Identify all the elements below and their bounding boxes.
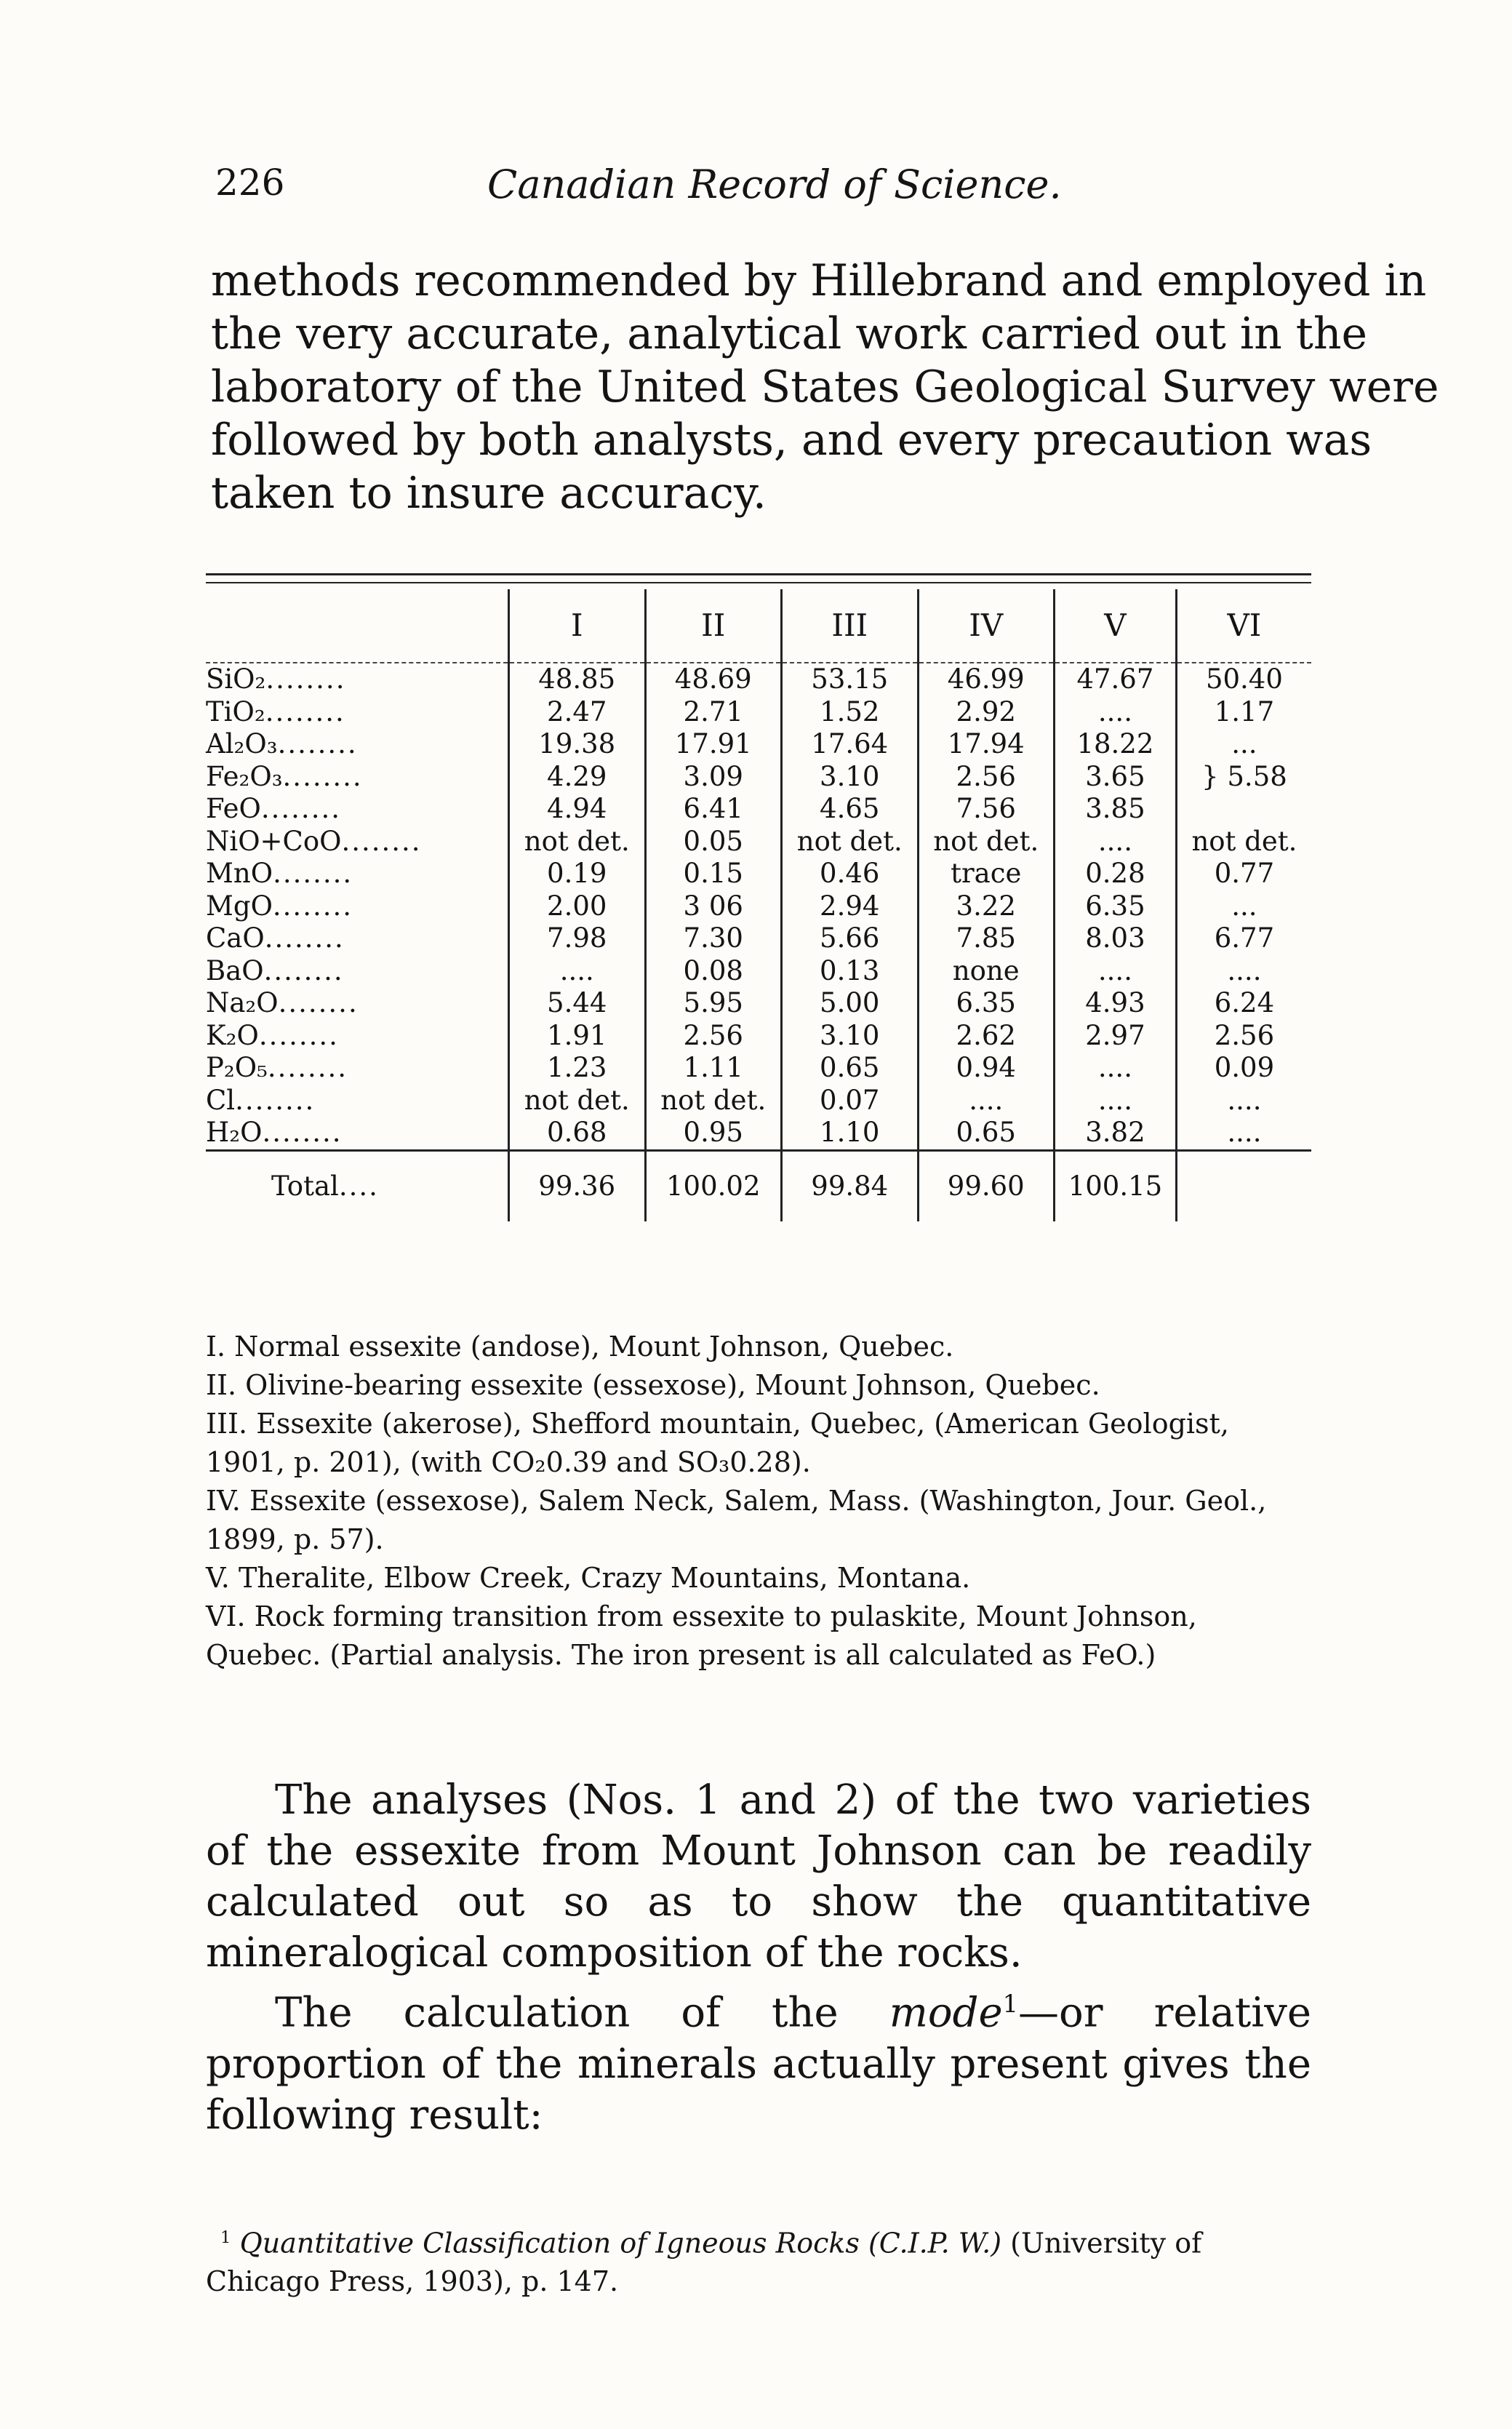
table-cell: 0.15 <box>645 858 782 890</box>
row-label: SiO₂........ <box>206 663 346 695</box>
table-cell: 6.77 <box>1176 922 1311 955</box>
column-header: I <box>509 589 646 663</box>
leader-dots: .... <box>338 1170 379 1202</box>
footnote-title: Quantitative Classification of Igneous Rocks (C.I.P. W.) <box>239 2227 1002 2260</box>
table-body <box>206 663 1311 1221</box>
table-cell: 0.09 <box>1176 1052 1311 1085</box>
table-cell: 99.84 <box>782 1150 919 1221</box>
table-header-row <box>206 589 1311 663</box>
leader-dots: ........ <box>277 728 358 760</box>
table-cell: 2.56 <box>1176 1020 1311 1053</box>
column-header: III <box>782 589 919 663</box>
table-row <box>206 890 1311 923</box>
table-cell: 50.40 <box>1176 663 1311 696</box>
footnote-rest: (University of Chicago Press, 1903), p. 147. <box>206 2227 1202 2297</box>
analysis-notes <box>206 1328 1311 1675</box>
table-cell: 100.02 <box>645 1150 782 1221</box>
row-label: BaO........ <box>206 954 344 986</box>
table-cell: 2.47 <box>509 696 646 729</box>
row-label: FeO........ <box>206 793 341 825</box>
row-label: P₂O₅........ <box>206 1052 348 1084</box>
note-item: II. Olivine-bearing essexite (essexose), Mount Johnson, Quebec. <box>206 1369 1100 1401</box>
table-cell: 17.64 <box>782 728 919 761</box>
table-cell: 4.29 <box>509 761 646 794</box>
table-top-rule-inner <box>206 582 1311 583</box>
analyses-table <box>206 589 1311 1221</box>
total-row <box>206 1150 1311 1221</box>
table-cell: 0.65 <box>918 1117 1055 1150</box>
intro-line: taken to insure accuracy. <box>211 468 767 519</box>
table-cell: 2.56 <box>645 1020 782 1053</box>
row-label: MnO........ <box>206 858 353 890</box>
table-cell: not det. <box>645 1085 782 1117</box>
leader-dots: ........ <box>267 1052 348 1084</box>
table-cell: 3.10 <box>782 761 919 794</box>
table-cell: not det. <box>1176 826 1311 858</box>
intro-line: laboratory of the United States Geological Survey were <box>211 362 1439 412</box>
table-row <box>206 728 1311 761</box>
row-label: H₂O........ <box>206 1117 343 1149</box>
table-cell: 0.65 <box>782 1052 919 1085</box>
row-label: Na₂O........ <box>206 987 359 1019</box>
table-row <box>206 1117 1311 1150</box>
para2-before: The calculation of the <box>275 1989 839 2037</box>
table-cell: 99.36 <box>509 1150 646 1221</box>
table-cell: 1.11 <box>645 1052 782 1085</box>
table-cell: 2.00 <box>509 890 646 923</box>
table-cell: 5.95 <box>645 987 782 1020</box>
table-cell: 48.85 <box>509 663 646 696</box>
intro-line: followed by both analysts, and every precaution was <box>211 415 1372 466</box>
table-row <box>206 696 1311 729</box>
table-cell: not det. <box>509 826 646 858</box>
table-cell: 6.41 <box>645 793 782 826</box>
table-cell: 1.10 <box>782 1117 919 1150</box>
row-label: Cl........ <box>206 1084 316 1116</box>
table-cell: .... <box>1055 955 1177 988</box>
table-cell: none <box>918 955 1055 988</box>
page-number: 226 <box>215 161 285 204</box>
intro-paragraph <box>211 255 1439 520</box>
table-cell: 1.23 <box>509 1052 646 1085</box>
intro-line: the very accurate, analytical work carried out in the <box>211 308 1368 359</box>
table-cell: 2.71 <box>645 696 782 729</box>
table-cell: .... <box>918 1085 1055 1117</box>
mode-term: mode <box>889 1989 1003 2037</box>
table-row <box>206 987 1311 1020</box>
leader-dots: ........ <box>258 1019 339 1051</box>
row-label: Fe₂O₃........ <box>206 760 363 792</box>
body-paragraph: The analyses (Nos. 1 and 2) of the two varieties of the essexite from Mount Johnson can be readily calculated out so as to show the quantitative mineralogical composition of the rocks. <box>206 1776 1311 1977</box>
row-label: Total.... <box>206 1150 509 1221</box>
table-cell: ... <box>1176 890 1311 923</box>
table-cell: 0.07 <box>782 1085 919 1117</box>
leader-dots: ........ <box>265 695 345 727</box>
para2-after: —or relative proportion of the minerals actually present gives the following result: <box>206 1989 1311 2139</box>
table-cell: 0.94 <box>918 1052 1055 1085</box>
table-cell: 3.10 <box>782 1020 919 1053</box>
table-cell: 5.44 <box>509 987 646 1020</box>
leader-dots: ........ <box>278 987 359 1019</box>
table-cell: 2.94 <box>782 890 919 923</box>
table-cell: .... <box>1176 955 1311 988</box>
table-cell: .... <box>1176 1085 1311 1117</box>
table-cell: .... <box>1176 1117 1311 1150</box>
running-title: Canadian Record of Science. <box>487 161 1062 207</box>
table-row <box>206 1085 1311 1117</box>
column-header: V <box>1055 589 1177 663</box>
table-cell: 99.60 <box>918 1150 1055 1221</box>
table-cell: 0.77 <box>1176 858 1311 890</box>
table-cell: .... <box>1055 1085 1177 1117</box>
table-cell: 4.93 <box>1055 987 1177 1020</box>
table-cell: 3.65 <box>1055 761 1177 794</box>
table-row <box>206 826 1311 858</box>
table-row <box>206 793 1311 826</box>
column-header: VI <box>1176 589 1311 663</box>
table-cell: 17.94 <box>918 728 1055 761</box>
table-cell: 2.56 <box>918 761 1055 794</box>
table-cell: 53.15 <box>782 663 919 696</box>
table-cell: 0.68 <box>509 1117 646 1150</box>
table-cell: 2.92 <box>918 696 1055 729</box>
intro-line: methods recommended by Hillebrand and employed in <box>211 255 1427 306</box>
table-cell: 0.19 <box>509 858 646 890</box>
table-cell: 46.99 <box>918 663 1055 696</box>
row-label: MgO........ <box>206 890 353 922</box>
table-cell: ... <box>1176 728 1311 761</box>
table-cell: 7.30 <box>645 922 782 955</box>
leader-dots: ........ <box>264 922 345 954</box>
leader-dots: ........ <box>263 954 344 986</box>
note-item: III. Essexite (akerose), Shefford mountain, Quebec, (American Geologist, 1901, p. 201), (with CO₂0.39 and SO₃0.28). <box>206 1408 1229 1478</box>
table-cell: } 5.58 <box>1176 761 1311 794</box>
table-cell: .... <box>509 955 646 988</box>
body-text <box>206 1775 1311 2141</box>
table-cell: 47.67 <box>1055 663 1177 696</box>
note-item: VI. Rock forming transition from essexite to pulaskite, Mount Johnson, Quebec. (Partial analysis. The iron present is all calculated as FeO.) <box>206 1600 1197 1671</box>
table-cell: 0.95 <box>645 1117 782 1150</box>
table-cell: 3.09 <box>645 761 782 794</box>
table-cell: 0.05 <box>645 826 782 858</box>
table-cell: 0.08 <box>645 955 782 988</box>
table-cell: 4.94 <box>509 793 646 826</box>
note-item: IV. Essexite (essexose), Salem Neck, Salem, Mass. (Washington, Jour. Geol., 1899, p. 57). <box>206 1485 1267 1555</box>
row-label: K₂O........ <box>206 1019 339 1051</box>
leader-dots: ........ <box>272 890 353 922</box>
table-row <box>206 663 1311 696</box>
table-cell: 18.22 <box>1055 728 1177 761</box>
table-cell: not det. <box>918 826 1055 858</box>
column-header: II <box>645 589 782 663</box>
table-cell: 2.62 <box>918 1020 1055 1053</box>
table-cell: .... <box>1055 826 1177 858</box>
table-row <box>206 955 1311 988</box>
row-label: Al₂O₃........ <box>206 728 358 760</box>
table-row <box>206 1020 1311 1053</box>
column-header: IV <box>918 589 1055 663</box>
table-cell <box>1176 1150 1311 1221</box>
leader-dots: ........ <box>260 793 341 825</box>
row-label: CaO........ <box>206 922 345 954</box>
note-item: V. Theralite, Elbow Creek, Crazy Mountains, Montana. <box>206 1562 971 1594</box>
table-row <box>206 858 1311 890</box>
leader-dots: ........ <box>262 1117 343 1149</box>
table-cell: 3.22 <box>918 890 1055 923</box>
table-cell: 100.15 <box>1055 1150 1177 1221</box>
table-row <box>206 1052 1311 1085</box>
table-cell: 48.69 <box>645 663 782 696</box>
table-cell: trace <box>918 858 1055 890</box>
table-cell: 7.56 <box>918 793 1055 826</box>
table-cell: 6.24 <box>1176 987 1311 1020</box>
table-cell: not det. <box>509 1085 646 1117</box>
table-cell: not det. <box>782 826 919 858</box>
row-label: TiO₂........ <box>206 695 345 727</box>
table-cell: .... <box>1055 696 1177 729</box>
note-item: I. Normal essexite (andose), Mount Johnson, Quebec. <box>206 1331 954 1363</box>
table-cell: 8.03 <box>1055 922 1177 955</box>
table-cell: 4.65 <box>782 793 919 826</box>
table-cell: 19.38 <box>509 728 646 761</box>
table-cell: 1.17 <box>1176 696 1311 729</box>
table-cell: 3.82 <box>1055 1117 1177 1150</box>
table-cell: 3.85 <box>1055 793 1177 826</box>
leader-dots: ........ <box>282 760 363 792</box>
table-row <box>206 761 1311 794</box>
table-cell: 5.66 <box>782 922 919 955</box>
footnote-mark: 1 <box>220 2228 231 2247</box>
table-cell: .... <box>1055 1052 1177 1085</box>
leader-dots: ........ <box>265 663 346 695</box>
row-label: NiO+CoO........ <box>206 825 422 857</box>
table-cell: 1.91 <box>509 1020 646 1053</box>
footnote <box>206 2219 1311 2300</box>
table-cell: 2.97 <box>1055 1020 1177 1053</box>
table-cell <box>1176 793 1311 826</box>
table-cell: 7.85 <box>918 922 1055 955</box>
table-cell: 0.46 <box>782 858 919 890</box>
footnote-ref: 1 <box>1002 1990 1018 2018</box>
table-cell: 6.35 <box>1055 890 1177 923</box>
leader-dots: ........ <box>341 825 422 857</box>
table-cell: 3 06 <box>645 890 782 923</box>
table-cell: 6.35 <box>918 987 1055 1020</box>
table-cell: 0.13 <box>782 955 919 988</box>
table-row <box>206 922 1311 955</box>
leader-dots: ........ <box>273 858 353 890</box>
table-cell: 5.00 <box>782 987 919 1020</box>
table-top-rule <box>206 573 1311 575</box>
body-paragraph <box>206 1979 1311 2141</box>
corner-cell <box>206 589 509 663</box>
table-cell: 17.91 <box>645 728 782 761</box>
table-cell: 1.52 <box>782 696 919 729</box>
table-cell: 7.98 <box>509 922 646 955</box>
table-cell: 0.28 <box>1055 858 1177 890</box>
leader-dots: ........ <box>235 1084 316 1116</box>
